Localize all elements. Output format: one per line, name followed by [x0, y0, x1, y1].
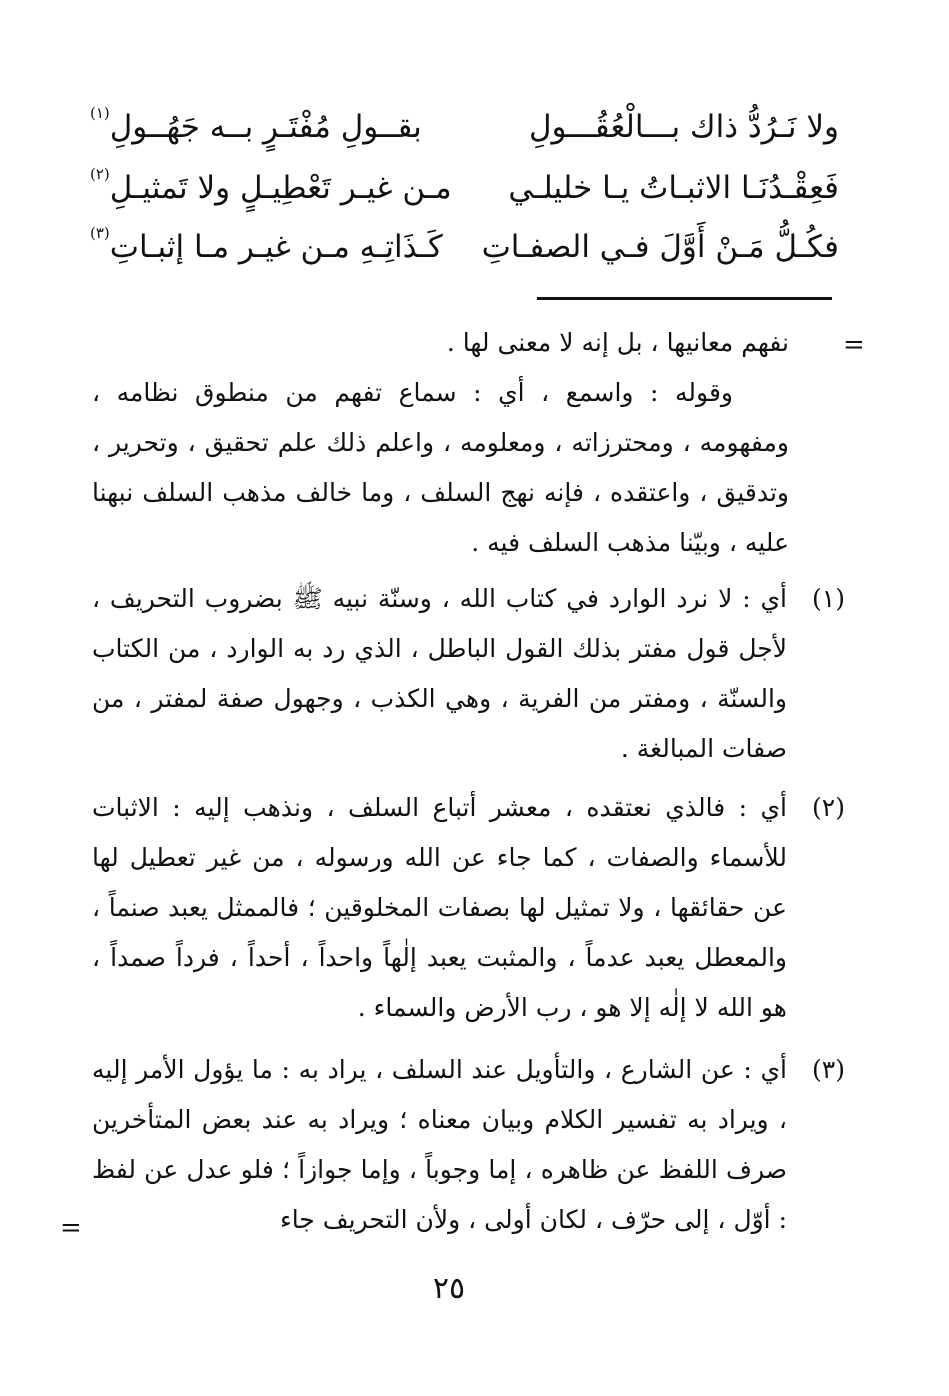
verse-2-second-text: مـن غيـر تَعْطِيـلٍ ولا تَمثيـلِ	[109, 170, 452, 206]
verse-1-second-text: بقــولِ مُفْتَـرٍ بــه جَهُــولِ	[109, 109, 422, 145]
footnote-1-text: أي : لا نرد الوارد في كتاب الله ، وسنّة نبيه ﷺ بضروب التحريف ، لأجل قول مفتر بذلك القول الباطل ، الذي رد به الوارد ، من الكتاب والسنّة ، ومفتر من الفرية ، وهي الكذب ، وجهول صفة لمفتر ، من صفات المبالغة .	[92, 584, 787, 763]
footnote-3	[92, 1045, 845, 1255]
footnote-ref-3: (٣)	[90, 224, 110, 242]
continued-note-line: نفهم معانيها ، بل إنه لا معنى لها .	[446, 328, 789, 357]
page-number: ٢٥	[432, 1271, 466, 1306]
footnote-3-number: (٣)	[812, 1055, 845, 1084]
verse-1-first-hemistich: ولا نَـرُدُّ ذاك بـــالْعُقُـــولِ	[529, 109, 839, 145]
continuation-mark-bottom: =	[60, 1213, 82, 1243]
verse-3-second-text: كَـذَاتِـهِ مـن غيـر مـا إثبـاتِ	[109, 229, 443, 265]
verse-1-second-hemistich	[90, 104, 422, 145]
verse-3-first-hemistich: فكُـلُّ مَـنْ أَوَّلَ فـي الصفـاتِ	[481, 229, 839, 265]
continuation-mark-top: =	[843, 330, 865, 360]
verse-2-second-hemistich	[90, 165, 452, 206]
footnote-ref-2: (٢)	[90, 165, 110, 183]
footnote-2	[92, 783, 845, 1043]
verse-2-first-hemistich: فَعِقْـدُنَـا الاثبـاتُ يـا خليلـي	[508, 170, 839, 206]
footnote-2-text: أي : فالذي نعتقده ، معشر أتباع السلف ، ونذهب إليه : الاثبات للأسماء والصفات ، كما جاء عن الله ورسوله ، من غير تعطيل لها عن حقائقها ، ولا تمثيل لها بصفات المخلوقين ؛ فالممثل يعبد صنماً ، والمعطل يعبد عدماً ، والمثبت يعبد إلٰهاً واحداً ، أحداً ، فرداً صمداً ، هو الله لا إلٰه إلا هو ، رب الأرض والسماء .	[92, 793, 787, 1022]
footnote-2-number: (٢)	[812, 793, 845, 822]
footnote-separator	[537, 297, 832, 300]
footnote-3-text: أي : عن الشارع ، والتأويل عند السلف ، يراد به : ما يؤول الأمر إليه ، ويراد به تفسير الكلام وبيان معناه ؛ ويراد به عند بعض المتأخرين صرف اللفظ عن ظاهره ، إما وجوباً ، وإما جوازاً ؛ فلو عدل عن لفظ : أوّل ، إلى حرّف ، لكان أولى ، ولأن التحريف جاء	[92, 1055, 787, 1234]
footnote-1-number: (١)	[812, 584, 845, 613]
verse-3-second-hemistich	[90, 224, 443, 265]
continued-note-paragraph: وقوله : واسمع ، أي : سماع تفهم من منطوق نظامه ، ومفهومه ، ومحترزاته ، ومعلومه ، واعلم ذلك علم تحقيق ، وتحرير ، وتدقيق ، واعتقده ، فإنه نهج السلف ، وما خالف مذهب السلف نبهنا عليه ، وبيّنا مذهب السلف فيه .	[92, 378, 789, 557]
footnote-1	[92, 574, 845, 784]
footnote-ref-1: (١)	[90, 104, 110, 122]
